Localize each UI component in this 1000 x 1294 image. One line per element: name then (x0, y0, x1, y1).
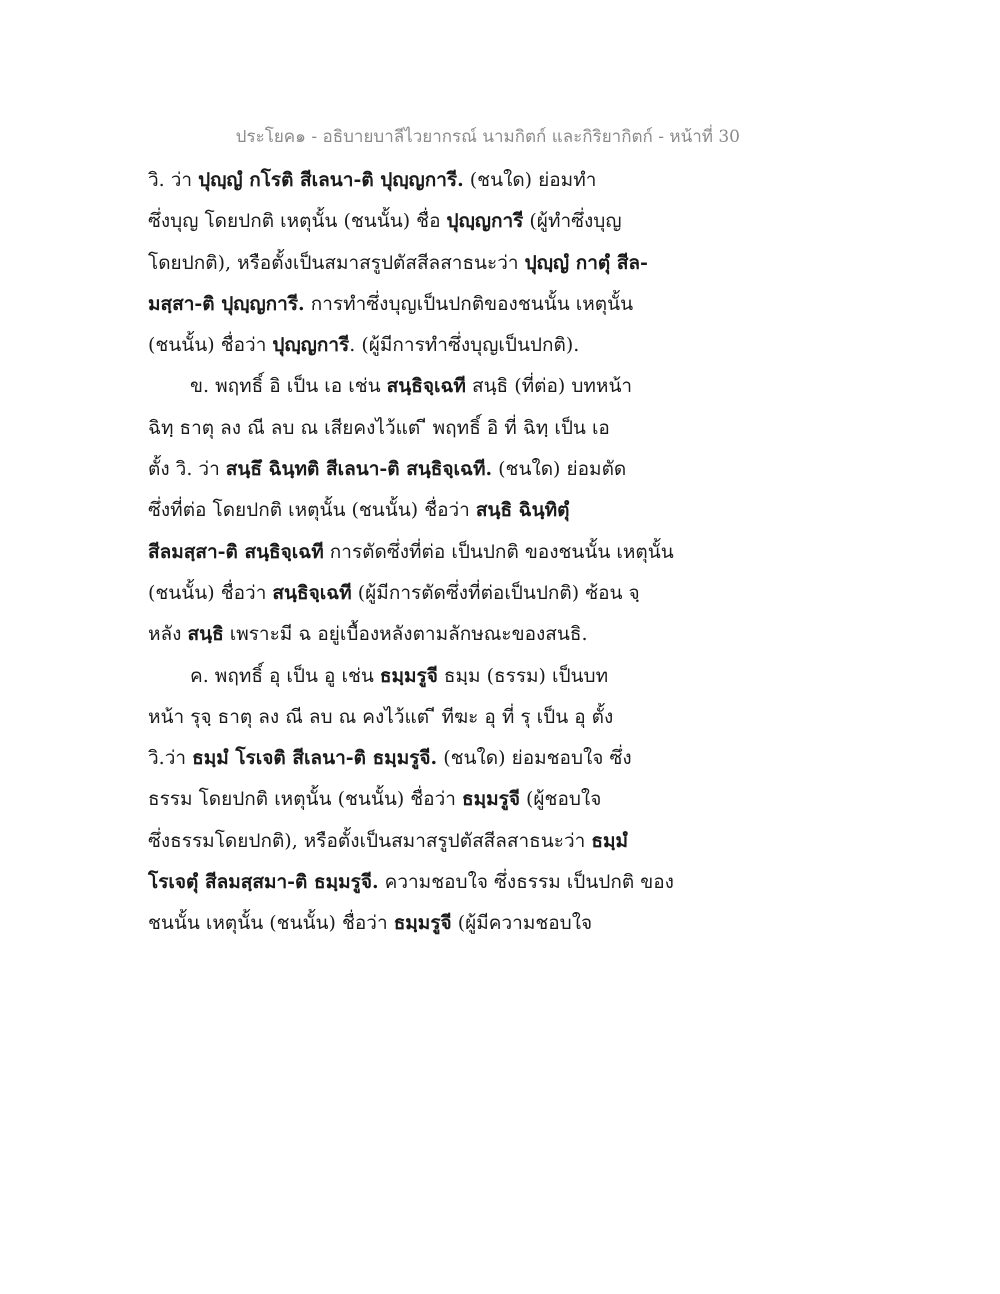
bold-term: ปุญฺญการี (446, 210, 524, 233)
bold-term: สนฺธิจฺเฉที (386, 375, 466, 398)
text-line (148, 821, 708, 862)
text-line (148, 656, 708, 697)
bold-term: ธมฺมรูจี (461, 788, 520, 811)
text-line (148, 490, 708, 531)
text-line (148, 532, 708, 573)
bold-term: ธมฺมรูจี (379, 664, 438, 687)
text-line (148, 903, 708, 944)
text-line (148, 201, 708, 242)
body-text (148, 160, 708, 945)
bold-term: ปุญฺญํ กโรติ สีเลนา-ติ ปุญฺญการี. (198, 169, 464, 191)
text-segment: (ชนใด) ย่อมทำ (463, 169, 597, 191)
text-segment: ซึ่งบุญ โดยปกติ เหตุนั้น (ชนนั้น) ชื่อ (148, 210, 447, 233)
text-line (148, 614, 708, 655)
text-line (148, 160, 708, 201)
text-line (148, 325, 708, 366)
bold-term: สนฺธิจฺเฉที (272, 581, 352, 604)
text-segment: (ผู้ชอบใจ (519, 788, 602, 811)
text-line (148, 697, 708, 738)
text-segment: โดยปกติ), หรือตั้งเป็นสมาสรูปตัสสีลสาธนะว่า (148, 251, 525, 274)
bold-term: ปุญฺญํ กาตุํ สีล- (524, 251, 648, 274)
text-segment: ค. พฤทธิ์ อุ เป็น อู เช่น (190, 664, 380, 687)
text-segment: . (ผู้มีการทำซึ่งบุญเป็นปกติ). (349, 334, 580, 357)
text-segment: วิ. ว่า (148, 169, 199, 191)
text-segment: (ชนใด) ย่อมตัด (492, 458, 627, 481)
bold-term: มสฺสา-ติ ปุญฺญการี. (148, 292, 305, 315)
text-line (148, 408, 708, 449)
text-segment: การทำซึ่งบุญเป็นปกติของชนนั้น เหตุนั้น (304, 292, 634, 315)
text-line (148, 573, 708, 614)
bold-term: สีลมสฺสา-ติ สนฺธิจฺเฉที (148, 540, 324, 563)
text-segment: (ผู้ทำซึ่งบุญ (523, 210, 622, 233)
text-segment: หลัง (148, 623, 188, 646)
bold-term: โรเจตุํ สีลมสฺสมา-ติ ธมฺมรูจี. (148, 871, 379, 894)
bold-term: ธมฺมํ (591, 829, 628, 852)
text-segment: ซึ่งที่ต่อ โดยปกติ เหตุนั้น (ชนนั้น) ชื่อว่า (148, 499, 476, 522)
text-segment: (ชนใด) ย่อมชอบใจ ซึ่ง (437, 747, 632, 770)
text-segment: (ผู้มีการตัดซึ่งที่ต่อเป็นปกติ) ซ้อน จฺ (351, 581, 640, 604)
page-header: ประโยค๑ - อธิบายบาลีไวยากรณ์ นามกิตก์ และกิริยากิตก์ - หน้าที่ 30 (235, 127, 740, 147)
text-line (148, 366, 708, 407)
text-line (148, 862, 708, 903)
text-segment: วิ.ว่า (148, 747, 193, 770)
text-segment: เพราะมี ฉ อยู่เบื้องหลังตามลักษณะของสนธิ. (223, 623, 588, 646)
text-segment: ซึ่งธรรมโดยปกติ), หรือตั้งเป็นสมาสรูปตัสสีลสาธนะว่า (148, 829, 592, 852)
text-segment: (ชนนั้น) ชื่อว่า (148, 334, 273, 357)
text-segment: (ชนนั้น) ชื่อว่า (148, 581, 273, 604)
text-segment: ความชอบใจ ซึ่งธรรม เป็นปกติ ของ (378, 871, 674, 894)
text-line (148, 243, 708, 284)
text-segment: ธมฺม (ธรรม) เป็นบท (437, 664, 609, 687)
text-line (148, 779, 708, 820)
bold-term: ปุญฺญการี (272, 334, 350, 357)
text-segment: การตัดซึ่งที่ต่อ เป็นปกติ ของชนนั้น เหตุนั้น (323, 540, 674, 563)
text-segment: ธรรม โดยปกติ เหตุนั้น (ชนนั้น) ชื่อว่า (148, 788, 462, 811)
text-segment: ข. พฤทธิ์ อิ เป็น เอ เช่น (190, 375, 387, 398)
text-segment: หน้า รุจฺ ธาตุ ลง ณี ลบ ณ คงไว้แต่ ี ทีฆะ อุ ที่ รุ เป็น อุ ตั้ง (148, 705, 614, 728)
text-line (148, 738, 708, 779)
text-line (148, 449, 708, 490)
text-segment: (ผู้มีความชอบใจ (451, 912, 593, 935)
bold-term: สนฺธิ (187, 623, 224, 646)
text-segment: ฉิทฺ ธาตุ ลง ณี ลบ ณ เสียคงไว้แต่ ี พฤทธิ์ อิ ที่ ฉิทฺ เป็น เอ (148, 416, 610, 439)
bold-term: สนฺธิ ฉินฺทิตุํ (475, 499, 570, 522)
text-segment: ชนนั้น เหตุนั้น (ชนนั้น) ชื่อว่า (148, 912, 394, 935)
bold-term: ธมฺมํ โรเจติ สีเลนา-ติ ธมฺมรูจี. (192, 747, 438, 770)
bold-term: สนฺธึ ฉินฺทติ สีเลนา-ติ สนฺธิจฺเฉที. (225, 458, 493, 481)
text-line (148, 284, 708, 325)
text-segment: สนฺธิ (ที่ต่อ) บทหน้า (465, 375, 633, 398)
text-segment: ตั้ง วิ. ว่า (148, 458, 226, 481)
bold-term: ธมฺมรูจี (393, 912, 452, 935)
